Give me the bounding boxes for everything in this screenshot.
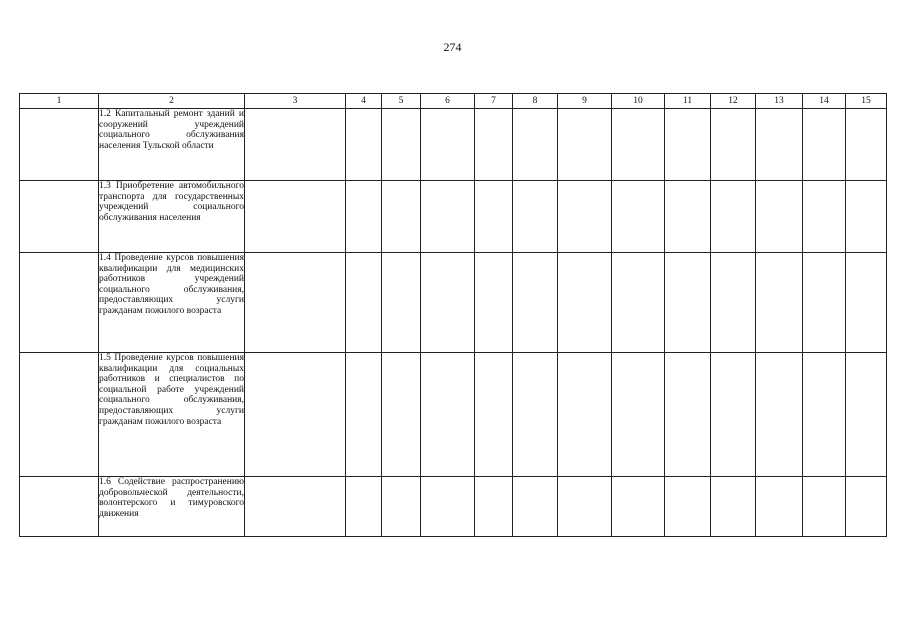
empty-cell (382, 109, 421, 181)
empty-cell (558, 181, 612, 253)
empty-cell (846, 253, 887, 353)
empty-cell (475, 181, 513, 253)
empty-cell (475, 109, 513, 181)
empty-cell (513, 109, 558, 181)
column-header: 6 (421, 94, 475, 109)
column-header: 3 (245, 94, 346, 109)
empty-cell (711, 477, 756, 537)
page-number: 274 (443, 40, 462, 54)
empty-cell (846, 477, 887, 537)
column-header: 11 (665, 94, 711, 109)
empty-cell (346, 477, 382, 537)
table-row (20, 181, 887, 253)
empty-cell (421, 353, 475, 477)
column-header: 9 (558, 94, 612, 109)
table-row (20, 253, 887, 353)
empty-cell (711, 181, 756, 253)
empty-cell (513, 353, 558, 477)
empty-cell (803, 353, 846, 477)
empty-cell (756, 181, 803, 253)
empty-cell (20, 109, 99, 181)
column-header: 8 (513, 94, 558, 109)
empty-cell (612, 353, 665, 477)
empty-cell (475, 253, 513, 353)
empty-cell (346, 109, 382, 181)
empty-cell (665, 353, 711, 477)
empty-cell (846, 109, 887, 181)
empty-cell (346, 181, 382, 253)
empty-cell (665, 477, 711, 537)
empty-cell (711, 353, 756, 477)
empty-cell (665, 253, 711, 353)
empty-cell (421, 253, 475, 353)
empty-cell (421, 109, 475, 181)
header-row (20, 94, 887, 109)
empty-cell (612, 253, 665, 353)
empty-cell (513, 181, 558, 253)
empty-cell (346, 353, 382, 477)
empty-cell (346, 253, 382, 353)
empty-cell (245, 109, 346, 181)
empty-cell (558, 109, 612, 181)
empty-cell (803, 109, 846, 181)
empty-cell (513, 477, 558, 537)
table-row (20, 477, 887, 537)
empty-cell (665, 109, 711, 181)
empty-cell (665, 181, 711, 253)
empty-cell (756, 253, 803, 353)
empty-cell (421, 477, 475, 537)
empty-cell (382, 253, 421, 353)
column-header: 5 (382, 94, 421, 109)
empty-cell (245, 477, 346, 537)
empty-cell (382, 353, 421, 477)
empty-cell (245, 353, 346, 477)
column-header: 7 (475, 94, 513, 109)
row-description: 1.6 Содействие распространению добровольческой деятельности, волонтерского и тимуровского движения (99, 477, 245, 537)
column-header: 14 (803, 94, 846, 109)
empty-cell (612, 109, 665, 181)
empty-cell (20, 353, 99, 477)
empty-cell (382, 477, 421, 537)
empty-cell (612, 181, 665, 253)
column-header: 4 (346, 94, 382, 109)
empty-cell (711, 253, 756, 353)
empty-cell (803, 181, 846, 253)
row-description: 1.2 Капитальный ремонт зданий и сооружений учреждений социального обслуживания населения Тульской области (99, 109, 245, 181)
program-table (19, 93, 887, 537)
empty-cell (803, 253, 846, 353)
empty-cell (245, 181, 346, 253)
empty-cell (20, 477, 99, 537)
column-header: 10 (612, 94, 665, 109)
empty-cell (756, 477, 803, 537)
column-header: 13 (756, 94, 803, 109)
row-description: 1.4 Проведение курсов повышения квалификации для медицинских работников учреждений социального обслуживания, предоставляющих услуги гражданам пожилого возраста (99, 253, 245, 353)
empty-cell (558, 477, 612, 537)
empty-cell (475, 477, 513, 537)
empty-cell (711, 109, 756, 181)
row-description: 1.5 Проведение курсов повышения квалификации для социальных работников и специалистов по социальной работе учреждений социального обслуживания, предоставляющих услуги гражданам пожилого возраста (99, 353, 245, 477)
empty-cell (846, 181, 887, 253)
empty-cell (513, 253, 558, 353)
empty-cell (756, 109, 803, 181)
empty-cell (20, 253, 99, 353)
empty-cell (846, 353, 887, 477)
empty-cell (245, 253, 346, 353)
column-header: 1 (20, 94, 99, 109)
empty-cell (612, 477, 665, 537)
empty-cell (558, 353, 612, 477)
column-header: 12 (711, 94, 756, 109)
empty-cell (475, 353, 513, 477)
table-row (20, 353, 887, 477)
empty-cell (421, 181, 475, 253)
empty-cell (756, 353, 803, 477)
empty-cell (382, 181, 421, 253)
empty-cell (803, 477, 846, 537)
table-row (20, 109, 887, 181)
column-header: 2 (99, 94, 245, 109)
column-header: 15 (846, 94, 887, 109)
empty-cell (558, 253, 612, 353)
row-description: 1.3 Приобретение автомобильного транспорта для государственных учреждений социального обслуживания населения (99, 181, 245, 253)
empty-cell (20, 181, 99, 253)
